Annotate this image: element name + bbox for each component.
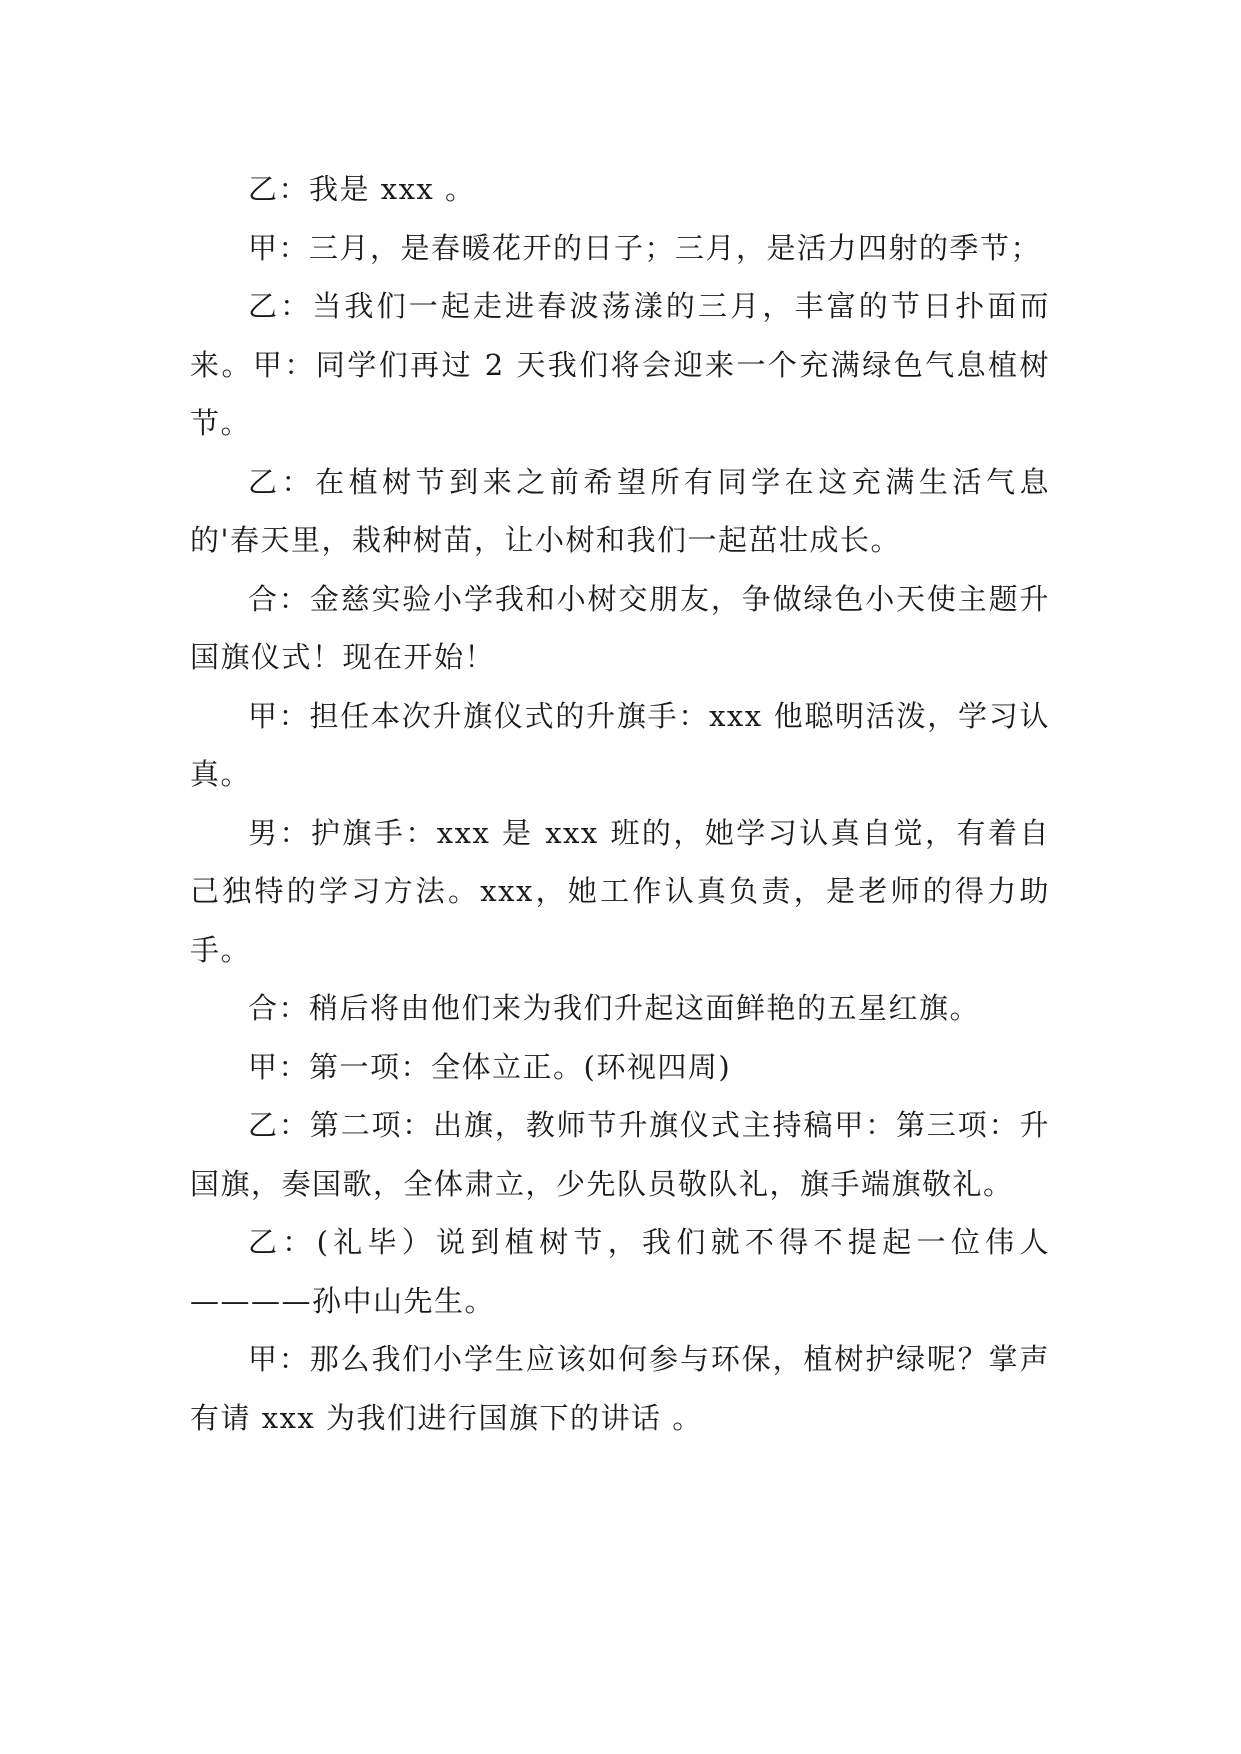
paragraph-4: 乙：在植树节到来之前希望所有同学在这充满生活气息的'春天里，栽种树苗，让小树和我们一起茁壮成长。 xyxy=(190,464,1050,557)
paragraph-5: 合：金慈实验小学我和小树交朋友，争做绿色小天使主题升国旗仪式！现在开始！ xyxy=(190,581,1050,674)
paragraph-7: 男：护旗手：xxx 是 xxx 班的，她学习认真自觉，有着自己独特的学习方法。xxx，她工作认真负责，是老师的得力助手。 xyxy=(190,815,1050,967)
paragraph-10: 乙：第二项：出旗，教师节升旗仪式主持稿甲：第三项：升国旗，奏国歌，全体肃立，少先队员敬队礼，旗手端旗敬礼。 xyxy=(190,1108,1050,1201)
paragraph-11: 乙：(礼毕）说到植树节，我们就不得不提起一位伟人————孙中山先生。 xyxy=(190,1225,1050,1318)
paragraph-9: 甲：第一项：全体立正。(环视四周) xyxy=(248,1049,732,1084)
paragraph-6: 甲：担任本次升旗仪式的升旗手：xxx 他聪明活泼，学习认真。 xyxy=(190,698,1050,791)
paragraph-1: 乙：我是 xxx 。 xyxy=(248,172,476,206)
paragraph-2: 甲：三月，是春暖花开的日子；三月，是活力四射的季节； xyxy=(248,230,1042,265)
paragraph-3: 乙：当我们一起走进春波荡漾的三月，丰富的节日扑面而来。甲：同学们再过 2 天我们将会迎来一个充满绿色气息植树节。 xyxy=(190,289,1050,440)
document-body xyxy=(190,160,1050,1447)
paragraph-8: 合：稍后将由他们来为我们升起这面鲜艳的五星红旗。 xyxy=(248,991,981,1025)
paragraph-12: 甲：那么我们小学生应该如何参与环保，植树护绿呢？掌声有请 xxx 为我们进行国旗下的讲话 。 xyxy=(190,1342,1050,1435)
